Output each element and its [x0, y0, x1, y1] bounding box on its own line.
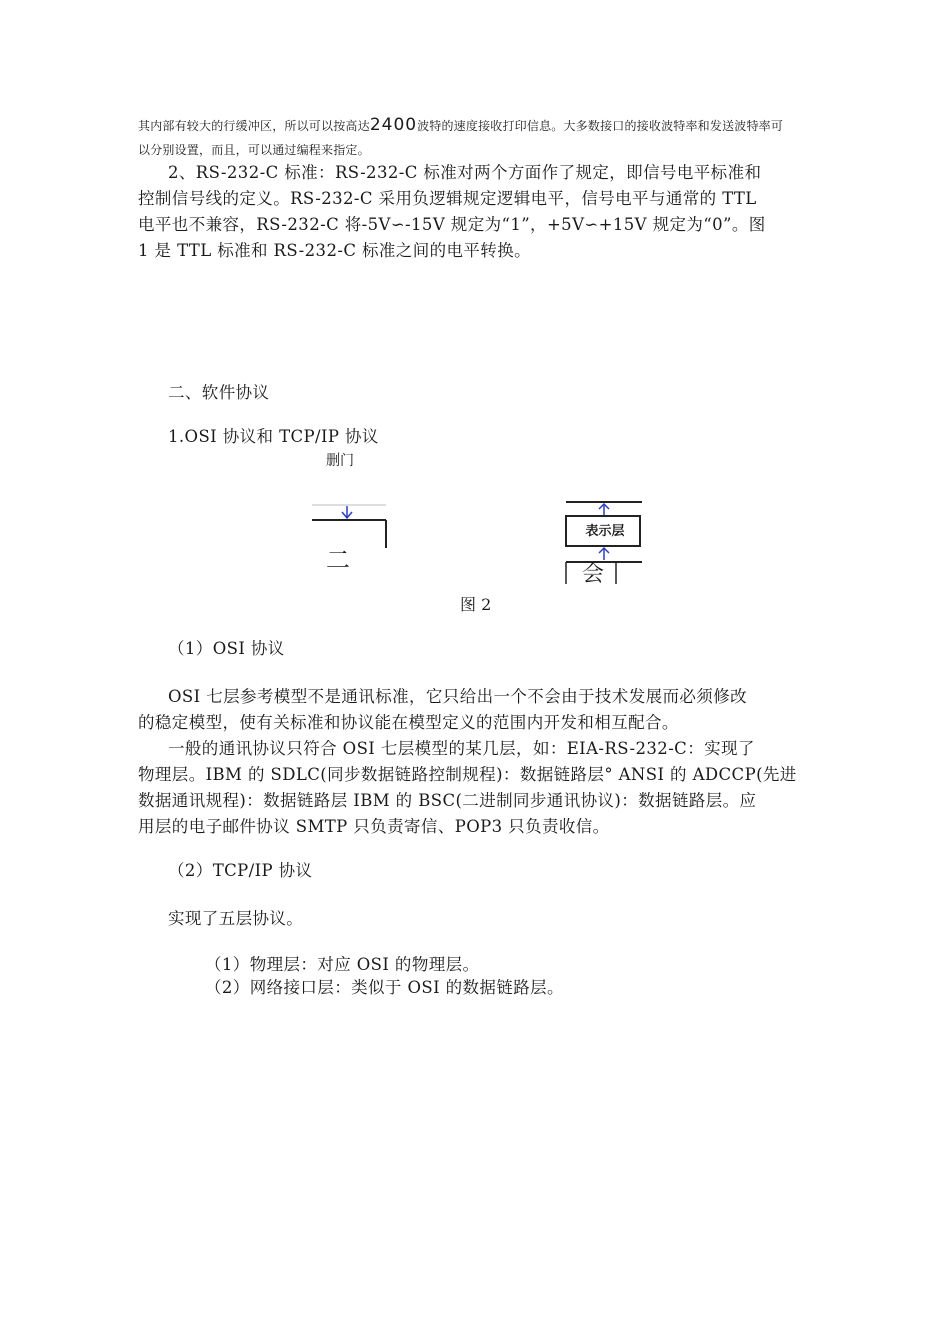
figure-right-bottom-text: 会: [582, 562, 605, 587]
rs232-line-4: 1 是 TTL 标准和 RS-232-C 标准之间的电平转换。: [138, 241, 531, 260]
osi-p2-line-4: 用层的电子邮件协议 SMTP 只负责寄信、POP3 只负责收信。: [138, 817, 610, 836]
intro-line-1: [138, 113, 783, 138]
osi-p1-line-1: OSI 七层参考模型不是通讯标准，它只给出一个不会由于技术发展而必须修改: [168, 687, 747, 706]
baud-rate-number: 2400: [369, 115, 418, 135]
tcpip-item-1: （1）物理层：对应 OSI 的物理层。: [205, 955, 480, 974]
section-subheading-osi-tcpip: 1.OSI 协议和 TCP/IP 协议: [168, 427, 379, 446]
figure-right-box-label: 表示层: [585, 524, 625, 539]
figure-left-top-text: 删门: [326, 453, 354, 469]
figure-left-fragment: [312, 503, 388, 549]
tcpip-item-2: （2）网络接口层：类似于 OSI 的数据链路层。: [205, 978, 564, 997]
osi-heading: （1）OSI 协议: [168, 639, 285, 658]
tcpip-heading: （2）TCP/IP 协议: [168, 861, 313, 880]
figure-left-bottom-text: 二: [326, 546, 350, 574]
tcpip-intro: 实现了五层协议。: [168, 909, 304, 928]
intro-line-1-post: 波特的速度接收打印信息。大多数接口的接收波特率和发送波特率可: [417, 119, 784, 133]
figure-caption: 图 2: [460, 595, 492, 614]
rs232-line-1: 2、RS-232-C 标准：RS-232-C 标准对两个方面作了规定，即信号电平标准和: [168, 163, 762, 182]
intro-line-1-pre: 其内部有较大的行缓冲区，所以可以按高达: [138, 119, 370, 133]
osi-p2-line-3: 数据通讯规程)：数据链路层 IBM 的 BSC(二进制同步通讯协议)：数据链路层。应: [138, 791, 757, 810]
osi-p2-line-2: 物理层。IBM 的 SDLC(同步数据链路控制规程)：数据链路层° ANSI 的 ADCCP(先进: [138, 765, 797, 784]
rs232-line-2: 控制信号线的定义。RS-232-C 采用负逻辑规定逻辑电平，信号电平与通常的 TTL: [138, 189, 757, 208]
rs232-line-3: 电平也不兼容，RS-232-C 将-5V∽-15V 规定为“1”，+5V∽+15V 规定为“0”。图: [138, 215, 766, 234]
section-heading-software-protocol: 二、软件协议: [168, 383, 270, 402]
osi-p2-line-1: 一般的通讯协议只符合 OSI 七层模型的某几层，如：EIA-RS-232-C：实现了: [168, 739, 755, 758]
osi-p1-line-2: 的稳定模型，使有关标准和协议能在模型定义的范围内开发和相互配合。: [138, 713, 679, 732]
figure-2: [300, 448, 660, 588]
intro-line-2: 以分别设置，而且，可以通过编程来指定。: [138, 143, 370, 157]
